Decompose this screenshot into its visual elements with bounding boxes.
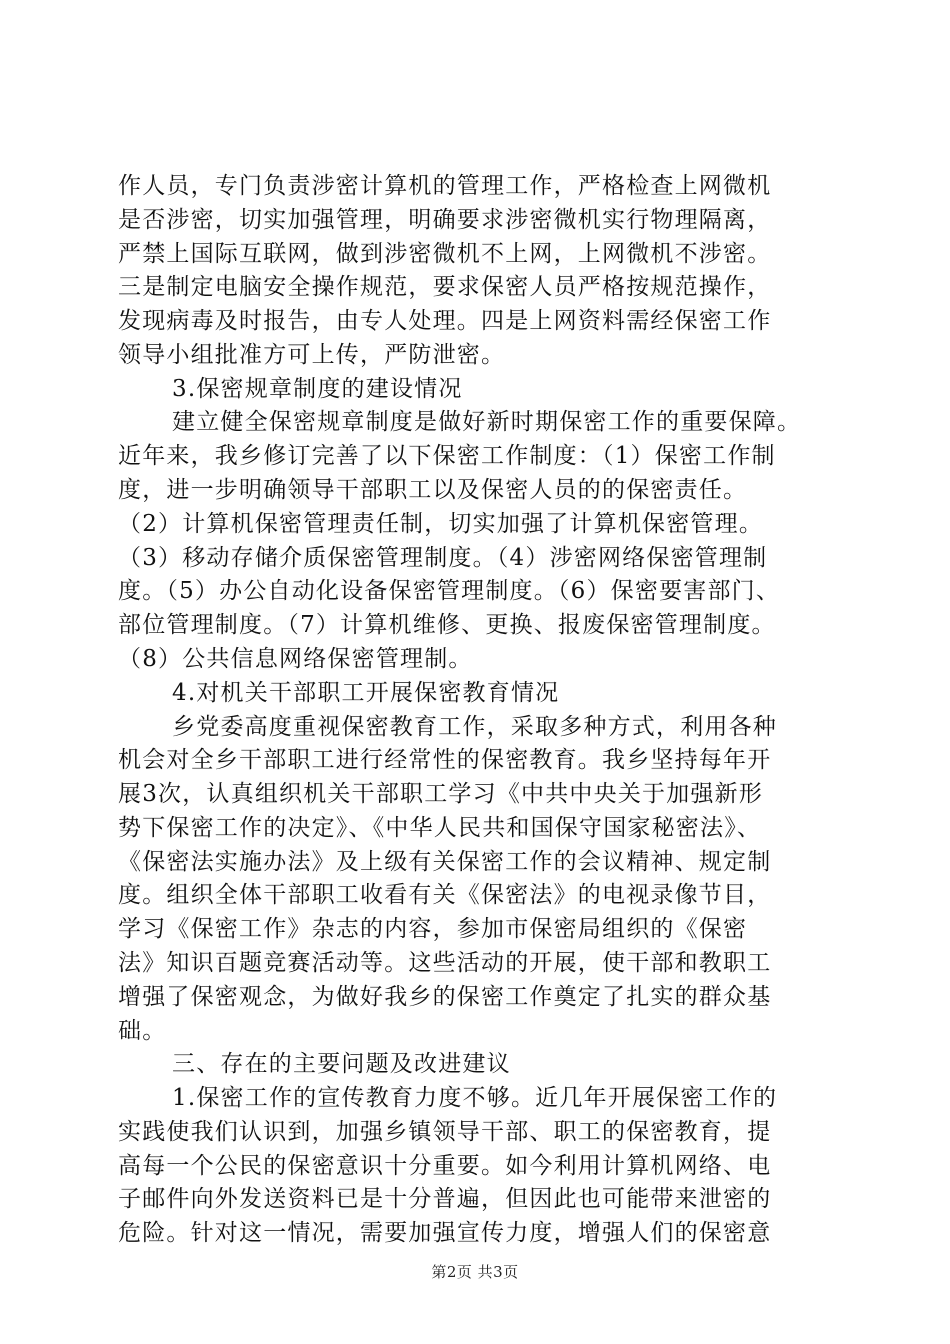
body-text-line: 危险。针对这一情况，需要加强宣传力度，增强人们的保密意	[118, 1220, 772, 1246]
body-text-line: （3）移动存储介质保密管理制度。（4）涉密网络保密管理制	[118, 545, 768, 571]
body-text-line: 增强了保密观念，为做好我乡的保密工作奠定了扎实的群众基	[118, 984, 772, 1010]
body-text-line: 领导小组批准方可上传，严防泄密。	[118, 342, 506, 368]
section-heading: 三、存在的主要问题及改进建议	[172, 1051, 511, 1077]
body-text-line: 三是制定电脑安全操作规范，要求保密人员严格按规范操作，	[118, 274, 772, 300]
body-text-line: 子邮件向外发送资料已是十分普遍，但因此也可能带来泄密的	[118, 1186, 772, 1212]
body-text-line: 乡党委高度重视保密教育工作，采取多种方式，利用各种	[172, 714, 777, 740]
body-text-line: 高每一个公民的保密意识十分重要。如今利用计算机网络、电	[118, 1153, 772, 1179]
body-text-line: 严禁上国际互联网，做到涉密微机不上网，上网微机不涉密。	[118, 241, 772, 267]
body-text-line: 度。（5）办公自动化设备保密管理制度。（6）保密要害部门、	[118, 578, 781, 604]
body-text-line: 发现病毒及时报告，由专人处理。四是上网资料需经保密工作	[118, 308, 772, 334]
body-text-line: （8）公共信息网络保密管理制。	[118, 646, 473, 672]
page-number-footer: 第2页 共3页	[431, 1263, 519, 1281]
body-text-line: 《保密法实施办法》及上级有关保密工作的会议精神、规定制	[118, 849, 772, 875]
body-text-line: 近年来，我乡修订完善了以下保密工作制度：（1）保密工作制	[118, 443, 776, 469]
body-text-line: 是否涉密，切实加强管理，明确要求涉密微机实行物理隔离，	[118, 207, 772, 233]
body-text-line: 实践使我们认识到，加强乡镇领导干部、职工的保密教育，提	[118, 1119, 772, 1145]
body-text-line: 势下保密工作的决定》、《中华人民共和国保守国家秘密法》、	[118, 815, 762, 841]
body-text-line: 1.保密工作的宣传教育力度不够。近几年开展保密工作的	[172, 1085, 778, 1111]
body-text-line: 础。	[118, 1018, 167, 1044]
body-text-line: 展3次，认真组织机关干部职工学习《中共中央关于加强新形	[118, 781, 764, 807]
section-heading: 3.保密规章制度的建设情况	[172, 376, 463, 402]
body-text-line: 机会对全乡干部职工进行经常性的保密教育。我乡坚持每年开	[118, 747, 772, 773]
body-text-line: 部位管理制度。（7）计算机维修、更换、报废保密管理制度。	[118, 612, 776, 638]
body-text-line: 建立健全保密规章制度是做好新时期保密工作的重要保障。	[172, 409, 802, 435]
body-text-line: （2）计算机保密管理责任制，切实加强了计算机保密管理。	[118, 511, 764, 537]
body-text-line: 度。组织全体干部职工收看有关《保密法》的电视录像节目，	[118, 882, 772, 908]
body-text-line: 学习《保密工作》杂志的内容，参加市保密局组织的《保密	[118, 916, 748, 942]
section-heading: 4.对机关干部职工开展保密教育情况	[172, 680, 560, 706]
body-text-line: 度，进一步明确领导干部职工以及保密人员的的保密责任。	[118, 477, 748, 503]
body-text-line: 法》知识百题竞赛活动等。这些活动的开展，使干部和教职工	[118, 950, 772, 976]
body-text-line: 作人员，专门负责涉密计算机的管理工作，严格检查上网微机	[118, 173, 772, 199]
